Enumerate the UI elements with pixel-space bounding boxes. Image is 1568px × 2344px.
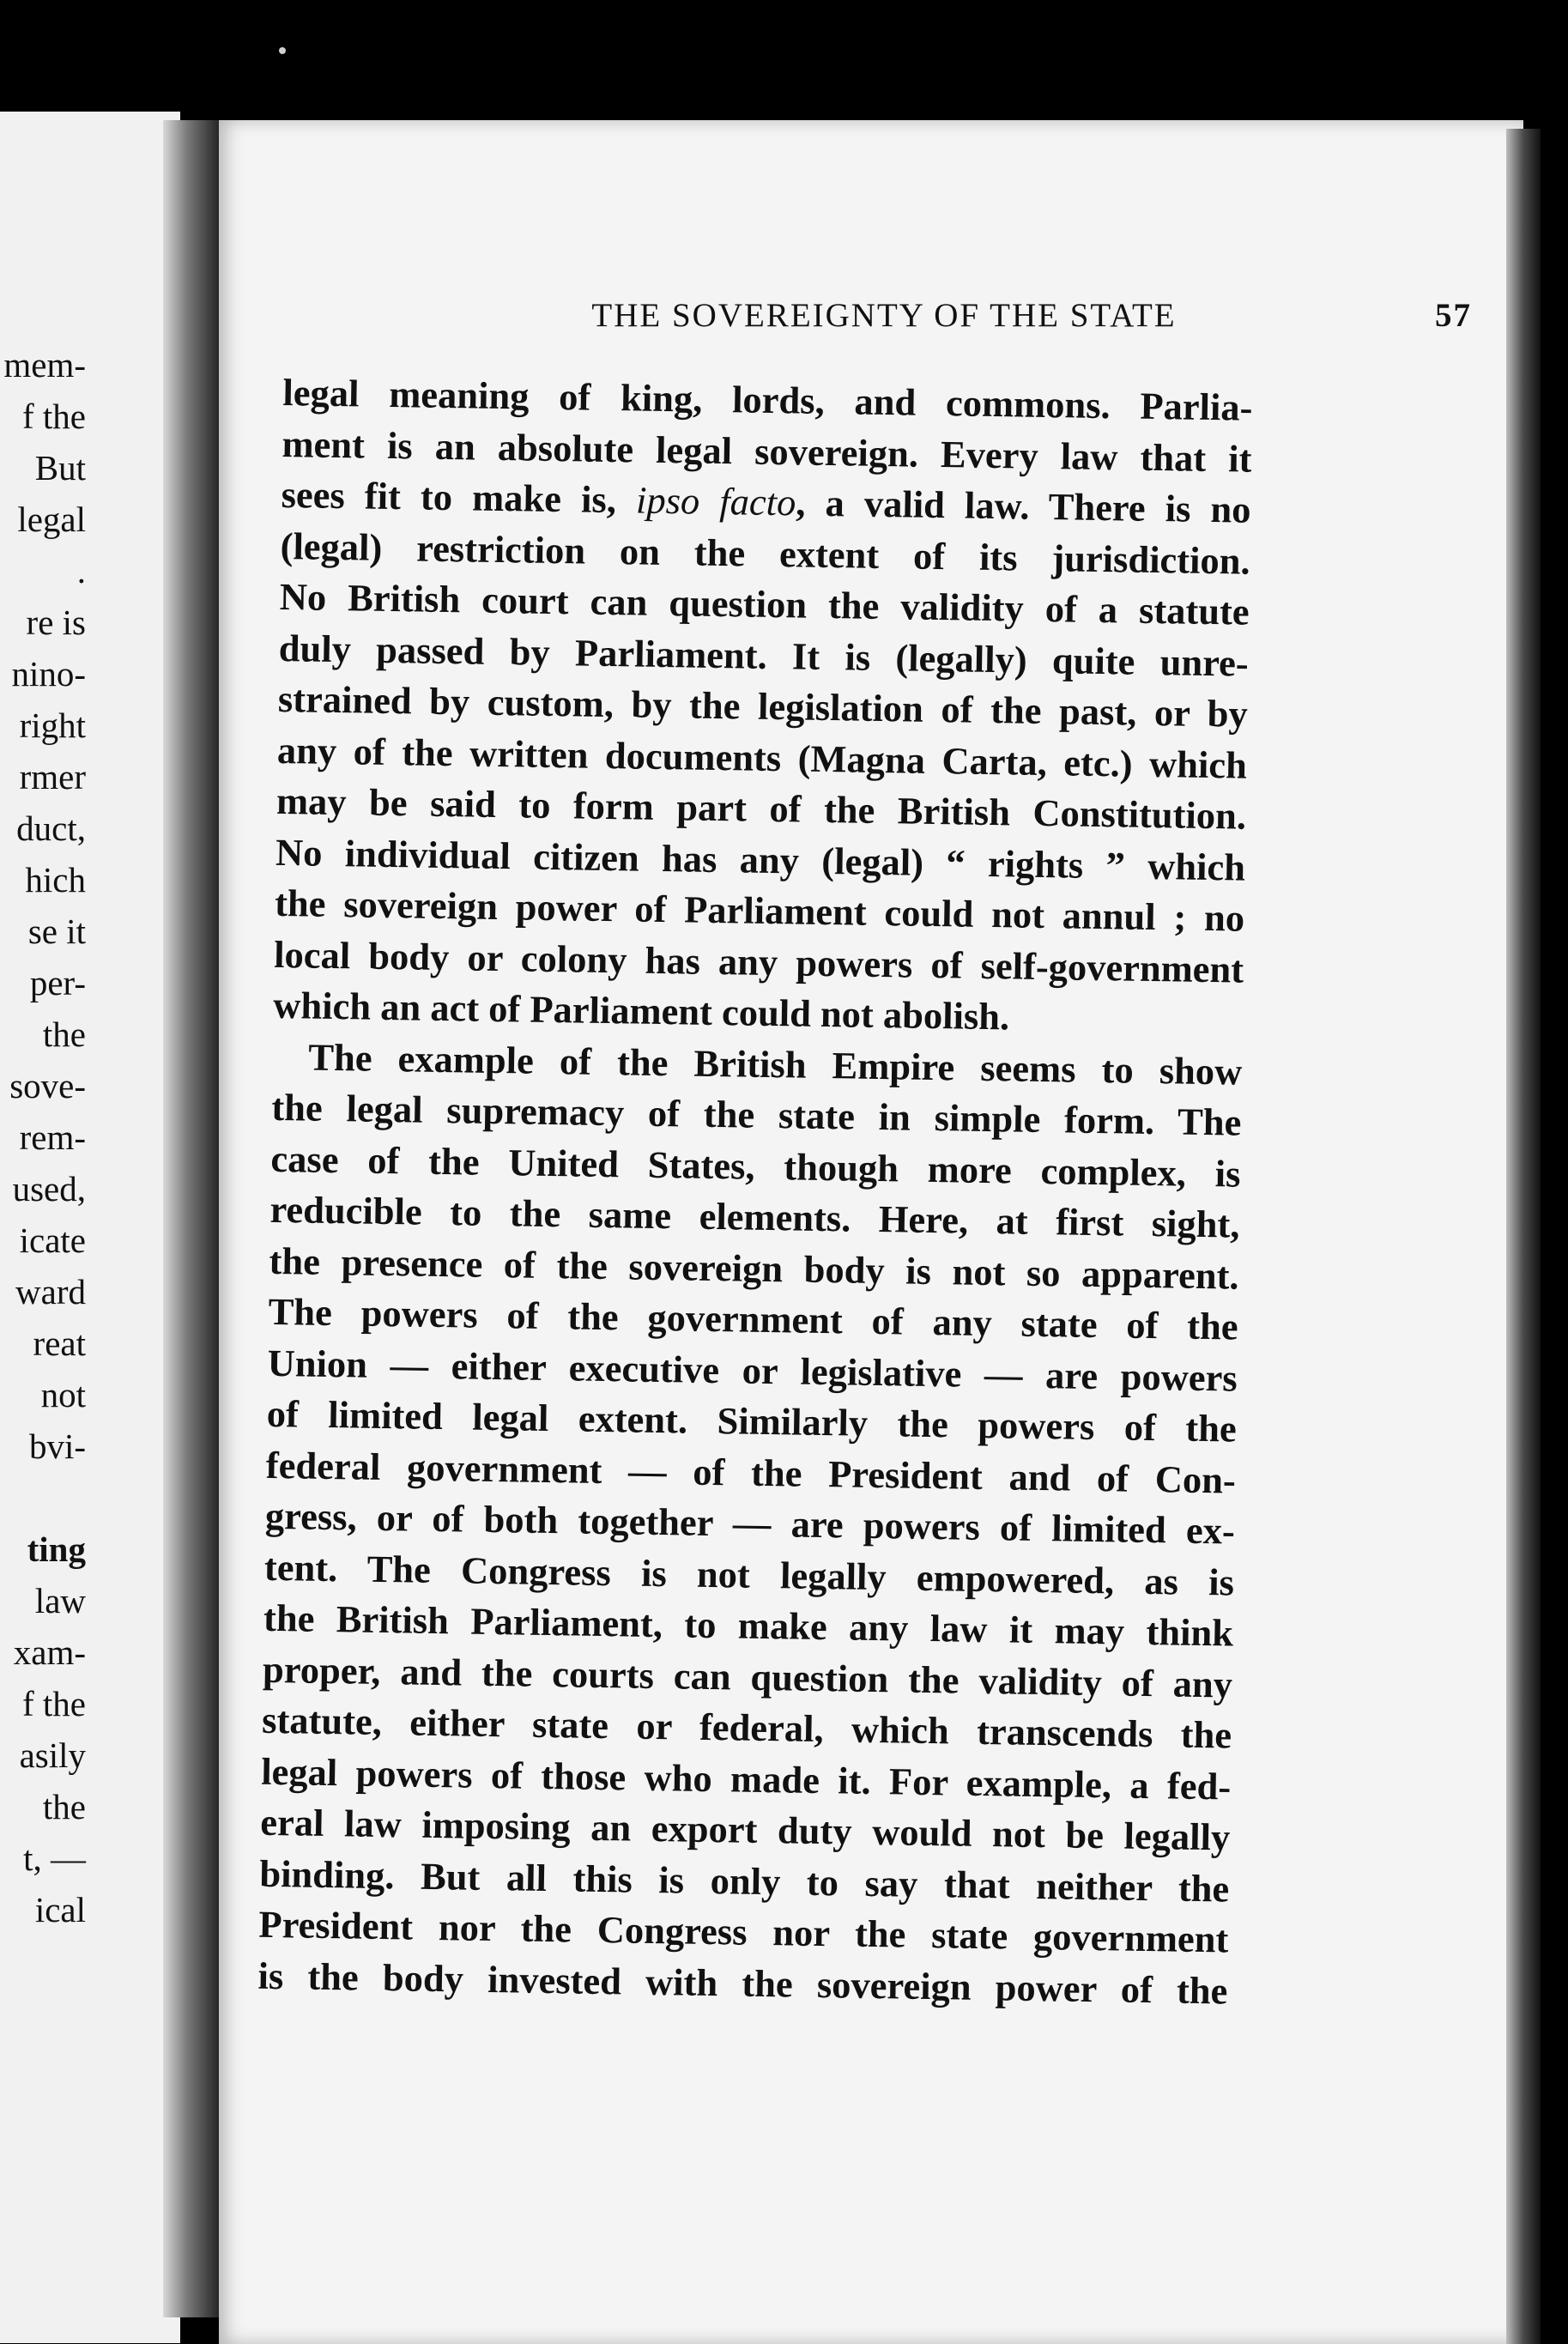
text-line: case of the United States, though more complex, is (270, 1136, 1241, 1196)
left-page-fragment: law (34, 1581, 86, 1620)
running-head: THE SOVEREIGNTY OF THE STATE (591, 297, 1177, 334)
left-page-fragment: the (42, 1787, 86, 1826)
text-line: the British Parliament, to make any law it may think (263, 1596, 1234, 1655)
left-page-fragment: asily (19, 1735, 86, 1775)
left-page-fragment (0, 1472, 86, 1523)
text-line: legal meaning of king, lords, and commons. Parlia- (282, 370, 1253, 429)
left-page-fragment: not (40, 1375, 86, 1414)
left-page-fragment: used, (12, 1169, 86, 1208)
text-line: strained by custom, by the legislation of the past, or by (277, 676, 1249, 736)
text-line: reducible to the same elements. Here, at first sight, (269, 1187, 1240, 1246)
text-line: sees fit to make is, ipso facto, a valid law. There is no (281, 472, 1251, 531)
text-line: The example of the British Empire seems to show (307, 1035, 1243, 1093)
text-line: No individual citizen has any (legal) “ rights ” which (275, 830, 1246, 889)
text-line: No British court can question the validity of a statute (279, 574, 1250, 633)
scan-speck (279, 47, 286, 54)
left-page-text-fragments (0, 339, 86, 1935)
left-page-fragment: legal (17, 500, 86, 539)
text-line: tent. The Congress is not legally empowered, as is (263, 1545, 1235, 1604)
left-page-fragment: rmer (19, 757, 86, 796)
left-page-fragment: t, — (23, 1838, 86, 1878)
text-line: statute, either state or federal, which transcends the (261, 1698, 1232, 1757)
left-page-fragment: bvi- (28, 1426, 86, 1466)
text-line: gress, or of both together — are powers of limited ex- (264, 1493, 1236, 1553)
text-line: federal government — of the President and of Con- (265, 1443, 1237, 1502)
text-line: (legal) restriction on the extent of its jurisdiction. (280, 524, 1250, 583)
body-text (257, 367, 1253, 2017)
text-line: is the body invested with the sovereign power of the (257, 1953, 1228, 2013)
text-line: of limited legal extent. Similarly the powers of the (266, 1391, 1238, 1451)
text-line: The powers of the government of any state of the (268, 1289, 1238, 1348)
left-page-fragment: reat (33, 1323, 86, 1363)
text-line: eral law imposing an export duty would not be legally (259, 1800, 1231, 1859)
text-line: the presence of the sovereign body is not so apparent. (269, 1239, 1239, 1298)
left-page-fragment: f the (22, 397, 86, 436)
text-line: may be said to form part of the British Constitution. (275, 778, 1247, 838)
left-page-fragment: mem- (3, 345, 86, 385)
left-page-fragment: xam- (13, 1632, 86, 1672)
left-page-fragment: duct, (16, 809, 86, 848)
left-page-fragment: icate (19, 1220, 86, 1260)
text-line: duly passed by Parliament. It is (legally) quite unre- (278, 626, 1250, 685)
text-line: Union — either executive or legislative — are powers (267, 1341, 1238, 1400)
text-line: President nor the Congress nor the state government (258, 1902, 1229, 1961)
left-page-fragment: ical (34, 1890, 86, 1929)
text-line: local body or colony has any powers of self-government (273, 932, 1244, 991)
left-page-fragment: hich (25, 860, 86, 899)
left-page-fragment: ward (15, 1272, 86, 1311)
text-line: which an act of Parliament could not abolish. (272, 983, 1010, 1039)
main-page (219, 120, 1523, 2344)
text-line: ment is an absolute legal sovereign. Every law that it (282, 421, 1252, 481)
text-line: binding. But all this is only to say that neither the (259, 1851, 1230, 1911)
text-line: proper, and the courts can question the validity of any (262, 1647, 1233, 1706)
left-page-fragment: But (34, 448, 86, 488)
left-page-fragment: ting (27, 1529, 86, 1569)
text-line: the legal supremacy of the state in simple form. The (271, 1085, 1242, 1144)
left-page-fragment: re is (26, 603, 86, 642)
left-page-fragment: . (76, 551, 86, 591)
italic-phrase: ipso facto (635, 478, 796, 524)
left-page-fragment: sove- (9, 1066, 86, 1105)
text-line: any of the written documents (Magna Carta, etc.) which (276, 728, 1248, 787)
left-page-fragment: rem- (19, 1117, 86, 1157)
left-page-fragment: se it (27, 912, 86, 951)
page-number: 57 (1435, 297, 1472, 334)
page-edge-shadow (1506, 129, 1541, 2344)
left-page-fragment: per- (29, 963, 86, 1002)
left-page-fragment: the (42, 1015, 86, 1054)
text-line: legal powers of those who made it. For example, a fed- (260, 1749, 1232, 1808)
left-page-fragment: right (19, 706, 86, 745)
left-page-fragment: f the (22, 1684, 86, 1723)
book-gutter (163, 120, 223, 2317)
text-line: the sovereign power of Parliament could not annul ; no (274, 881, 1245, 940)
left-page-fragment: nino- (11, 654, 86, 694)
